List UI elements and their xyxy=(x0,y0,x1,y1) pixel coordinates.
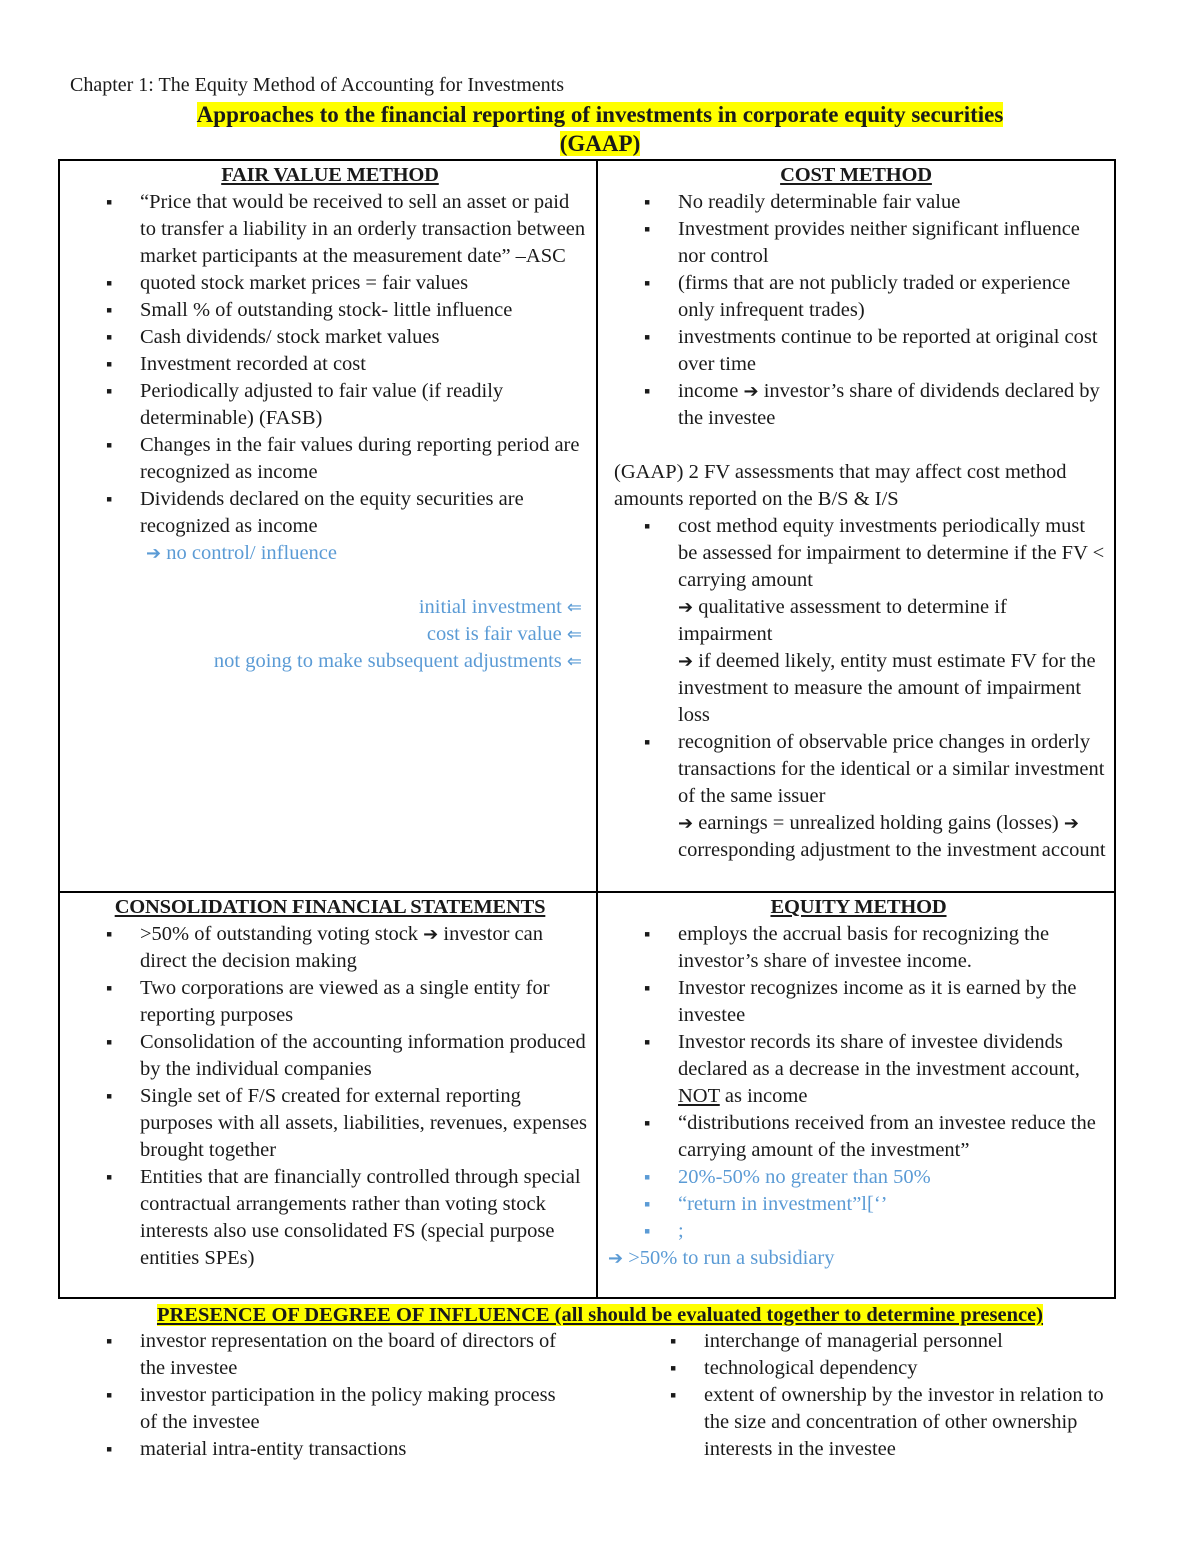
list-item: ▪ (firms that are not publicly traded or experience only infrequent trades) xyxy=(606,270,1106,324)
equity-list xyxy=(606,921,1111,1245)
equity-title: EQUITY METHOD xyxy=(770,896,947,918)
list-item: ▪ “distributions received from an investee reduce the carrying amount of the investment” xyxy=(606,1110,1111,1164)
arrow-left-icon: ⇐ xyxy=(566,651,582,672)
arrow-right-icon: ➔ xyxy=(608,1248,624,1269)
fair-value-list xyxy=(70,189,590,540)
arrow-right-icon: ➔ xyxy=(678,597,694,618)
no-control-note: ➔ no control/ influence xyxy=(146,542,337,564)
table-divider-vertical xyxy=(596,159,598,1299)
consolidation-list xyxy=(70,921,590,1272)
list-item: ▪ income ➔ investor’s share of dividends declared by the investee xyxy=(606,378,1106,432)
note-initial-investment: initial investment ⇐ xyxy=(418,596,582,618)
list-item: ▪ Periodically adjusted to fair value (if readily determinable) (FASB) xyxy=(70,378,590,432)
note-no-adjustments: not going to make subsequent adjustments ⇐ xyxy=(213,650,582,672)
list-item: ▪ >50% of outstanding voting stock ➔ investor can direct the decision making xyxy=(70,921,590,975)
list-item: ▪ material intra-entity transactions xyxy=(70,1436,570,1463)
list-item: ▪ Cash dividends/ stock market values xyxy=(70,324,590,351)
list-item: ▪ interchange of managerial personnel xyxy=(634,1328,1104,1355)
presence-left-column xyxy=(70,1328,570,1463)
list-item: ▪ Small % of outstanding stock- little influence xyxy=(70,297,590,324)
list-item: ▪ technological dependency xyxy=(634,1355,1104,1382)
gaap-assessments: (GAAP) 2 FV assessments that may affect cost method amounts reported on the B/S & I/S xyxy=(614,461,1067,510)
arrow-right-icon: ➔ xyxy=(146,543,162,564)
cost-title: COST METHOD xyxy=(780,164,932,186)
list-item: ▪ Changes in the fair values during reporting period are recognized as income xyxy=(70,432,590,486)
list-item: ▪ investments continue to be reported at original cost over time xyxy=(606,324,1106,378)
list-item: ▪ investor participation in the policy making process of the investee xyxy=(70,1382,570,1436)
table-divider-horizontal xyxy=(58,891,1116,893)
list-item: ▪ Investment recorded at cost xyxy=(70,351,590,378)
list-item: ▪ ; xyxy=(606,1218,1111,1245)
arrow-right-icon: ➔ xyxy=(743,381,759,402)
subsidiary-note: ➔ >50% to run a subsidiary xyxy=(608,1247,835,1269)
list-item: ▪ “return in investment”l[‘’ xyxy=(606,1191,1111,1218)
list-item: ▪ Investor records its share of investee dividends declared as a decrease in the investment account, NOT as income xyxy=(606,1029,1111,1110)
heading-line-1: Approaches to the financial reporting of investments in corporate equity securities xyxy=(196,102,1004,127)
fair-value-cell xyxy=(70,162,590,675)
fair-value-title: FAIR VALUE METHOD xyxy=(221,164,439,186)
arrow-right-icon: ➔ xyxy=(423,924,439,945)
consolidation-title: CONSOLIDATION FINANCIAL STATEMENTS xyxy=(114,896,546,918)
chapter-title: Chapter 1: The Equity Method of Accounting for Investments xyxy=(70,74,564,96)
list-item: ▪ quoted stock market prices = fair values xyxy=(70,270,590,297)
cost-list xyxy=(606,189,1106,432)
cost-assessment-list xyxy=(606,513,1106,864)
arrow-left-icon: ⇐ xyxy=(566,597,582,618)
note-cost-fair-value: cost is fair value ⇐ xyxy=(426,623,582,645)
list-item: ▪ No readily determinable fair value xyxy=(606,189,1106,216)
list-item: ▪ recognition of observable price changes in orderly transactions for the identical or a similar investment of the same issuer ➔ earnings = unrealized holding gains (losses) ➔ corresponding adjustment to the investment account xyxy=(606,729,1106,864)
presence-heading: PRESENCE OF DEGREE OF INFLUENCE (all should be evaluated together to determine presence) xyxy=(156,1304,1044,1326)
consolidation-cell xyxy=(70,894,590,1272)
list-item: ▪ 20%-50% no greater than 50% xyxy=(606,1164,1111,1191)
list-item: ▪ extent of ownership by the investor in relation to the size and concentration of other ownership interests in the investee xyxy=(634,1382,1104,1463)
presence-right-column xyxy=(634,1328,1104,1463)
arrow-right-icon: ➔ xyxy=(678,651,694,672)
list-item: ▪ employs the accrual basis for recognizing the investor’s share of investee income. xyxy=(606,921,1111,975)
list-item: ▪ “Price that would be received to sell an asset or paid to transfer a liability in an orderly transaction between market participants at the measurement date” –ASC xyxy=(70,189,590,270)
equity-cell xyxy=(606,894,1111,1272)
list-item: ▪ cost method equity investments periodically must be assessed for impairment to determine if the FV < carrying amount ➔ qualitative assessment to determine if impairment ➔ if deemed likely, entity must estimate FV for the investment to measure the amount of impairment loss xyxy=(606,513,1106,729)
cost-cell xyxy=(606,162,1106,864)
arrow-left-icon: ⇐ xyxy=(566,624,582,645)
list-item: ▪ Entities that are financially controlled through special contractual arrangements rather than voting stock interests also use consolidated FS (special purpose entities SPEs) xyxy=(70,1164,590,1272)
list-item: ▪ Investment provides neither significant influence nor control xyxy=(606,216,1106,270)
list-item: ▪ investor representation on the board of directors of the investee xyxy=(70,1328,570,1382)
list-item: ▪ Dividends declared on the equity securities are recognized as income xyxy=(70,486,590,540)
heading-line-2: (GAAP) xyxy=(559,131,641,156)
arrow-right-icon: ➔ xyxy=(678,813,694,834)
list-item: ▪ Investor recognizes income as it is earned by the investee xyxy=(606,975,1111,1029)
list-item: ▪ Consolidation of the accounting information produced by the individual companies xyxy=(70,1029,590,1083)
list-item: ▪ Single set of F/S created for external reporting purposes with all assets, liabilities, revenues, expenses brought together xyxy=(70,1083,590,1164)
main-heading xyxy=(60,100,1140,158)
arrow-right-icon: ➔ xyxy=(1063,813,1079,834)
list-item: ▪ Two corporations are viewed as a single entity for reporting purposes xyxy=(70,975,590,1029)
